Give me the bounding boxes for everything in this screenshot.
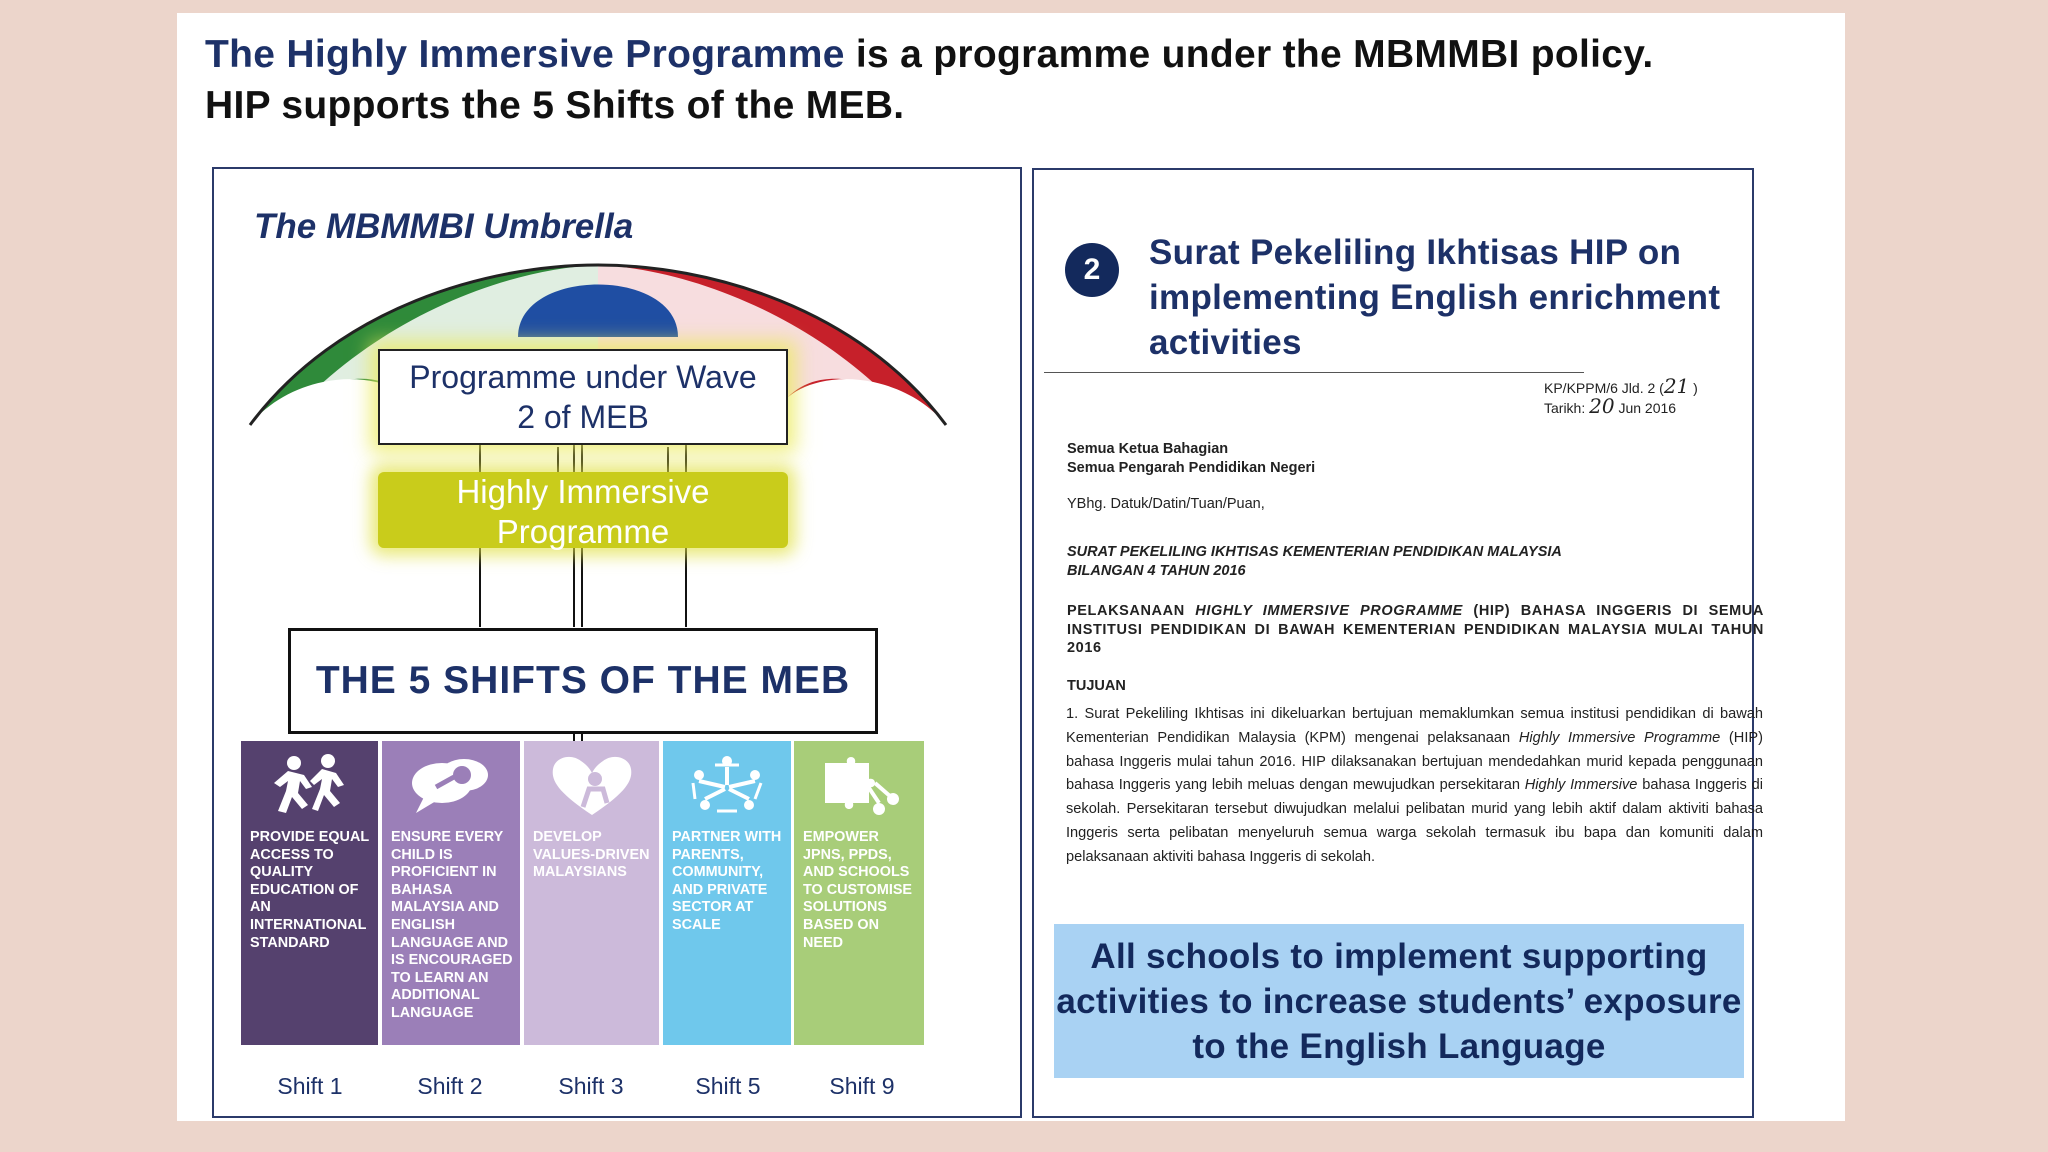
slide-heading <box>205 29 1653 131</box>
heading-rest: is a programme under the MBMMBI policy. <box>844 33 1654 76</box>
circular-title-2: BILANGAN 4 TAHUN 2016 <box>1067 563 1246 579</box>
shift-1-text: PROVIDE EQUAL ACCESS TO QUALITY EDUCATION OF AN INTERNATIONAL STANDARD <box>250 829 369 951</box>
callout-box: All schools to implement supporting activities to increase students’ exposure to the English Language <box>1054 924 1744 1078</box>
heart-person-icon <box>524 749 659 823</box>
addressee-1: Semua Ketua Bahagian <box>1067 441 1229 457</box>
shift-9-text: EMPOWER JPNS, PPDS, AND SCHOOLS TO CUSTOMISE SOLUTIONS BASED ON NEED <box>803 829 913 951</box>
subject-italic: HIGHLY IMMERSIVE PROGRAMME <box>1195 603 1463 619</box>
shift-3-text: DEVELOP VALUES-DRIVEN MALAYSIANS <box>533 829 650 881</box>
shift-5-text: PARTNER WITH PARENTS, COMMUNITY, AND PRIVATE SECTOR AT SCALE <box>672 829 782 933</box>
para-part-2: Highly Immersive Programme <box>1518 729 1721 746</box>
shift-card-5 <box>663 741 791 1045</box>
subject-post: (HIP) BAHASA INGGERIS DI SEMUA INSTITUSI PENDIDIKAN DI BAWAH KEMENTERIAN PENDIDIKAN MALAYSIA MULAI TAHUN 2016 <box>1067 603 1765 656</box>
number-badge: 2 <box>1065 243 1119 297</box>
section-heading: TUJUAN <box>1067 678 1126 694</box>
shift-2-label: Shift 2 <box>417 1073 483 1099</box>
ref-number: KP/KPPM/6 Jld. 2 ( <box>1544 380 1664 396</box>
para-part-3: (HIP) bahasa Inggeris mulai tahun 2016. HIP dilaksanakan bertujuan mendedahkan murid kepada penggunaan bahasa Inggeris yang lebih meluas dengan mewujudkan persekitaran <box>1066 729 1763 794</box>
handwritten-date: 20 <box>1589 394 1615 418</box>
puzzle-scissors-icon <box>794 749 924 823</box>
shift-card-1 <box>241 741 378 1045</box>
para-part-4: Highly Immersive <box>1524 777 1638 794</box>
hip-box <box>378 472 788 548</box>
date-label: Tarikh: <box>1544 400 1586 416</box>
running-figures-icon <box>241 749 378 823</box>
circular-title-1: SURAT PEKELILING IKHTISAS KEMENTERIAN PENDIDIKAN MALAYSIA <box>1067 544 1562 560</box>
slide <box>177 13 1845 1121</box>
circular-subject <box>1067 602 1764 658</box>
shift-card-3 <box>524 741 659 1045</box>
subject-pre: PELAKSANAAN <box>1067 603 1196 619</box>
shift-5-label: Shift 5 <box>695 1073 761 1099</box>
hip-line2: Programme <box>496 513 670 550</box>
heading-line2: HIP supports the 5 Shifts of the MEB. <box>205 84 905 127</box>
hip-line1: Highly Immersive <box>456 473 710 510</box>
para-part-1: 1. Surat Pekeliling Ikhtisas ini dikeluarkan bertujuan memaklumkan semua institusi pendidikan di bawah Kementerian Pendidikan Malaysia (KPM) mengenai pelaksanaan <box>1066 706 1763 746</box>
purpose-paragraph <box>1066 703 1763 870</box>
addressee-2: Semua Pengarah Pendidikan Negeri <box>1067 460 1316 476</box>
circular-heading: Surat Pekeliling Ikhtisas HIP on implementing English enrichment activities <box>1149 233 1721 362</box>
heading-divider <box>1044 372 1584 373</box>
wave-line2: 2 of MEB <box>517 399 649 435</box>
shift-9-label: Shift 9 <box>829 1073 895 1099</box>
shift-2-text: ENSURE EVERY CHILD IS PROFICIENT IN BAHASA MALAYSIA AND ENGLISH LANGUAGE AND IS ENCOURAGED TO LEARN AN ADDITIONAL LANGUAGE <box>391 829 513 1021</box>
para-part-5: bahasa Inggeris di sekolah. Persekitaran tersebut diwujudkan melalui pelibatan murid yang lebih aktif dalam aktiviti bahasa Inggeris serta pelibatan menyeluruh semua warga sekolah termasuk ibu bapa dan komuniti dalam pelaksanaan aktiviti bahasa Inggeris di sekolah. <box>1066 777 1764 865</box>
date-value: Jun 2016 <box>1618 400 1677 416</box>
umbrella-panel <box>212 167 1022 1118</box>
people-circle-icon <box>663 749 791 823</box>
shift-card-9 <box>794 741 924 1045</box>
ref-close: ) <box>1689 380 1698 396</box>
heading-highlight: The Highly Immersive Programme <box>205 33 845 76</box>
wave-line1: Programme under Wave <box>409 359 757 395</box>
shift-1-label: Shift 1 <box>277 1073 343 1099</box>
wave-2-box <box>378 349 788 445</box>
speech-bubbles-icon <box>382 749 520 823</box>
five-shifts-title: THE 5 SHIFTS OF THE MEB <box>288 628 878 734</box>
shift-3-label: Shift 3 <box>558 1073 624 1099</box>
circular-panel <box>1032 168 1765 1118</box>
handwritten-ref: 21 <box>1663 374 1690 398</box>
salutation: YBhg. Datuk/Datin/Tuan/Puan, <box>1067 496 1265 512</box>
reference-block <box>1544 374 1698 418</box>
shift-card-2 <box>382 741 520 1045</box>
umbrella-title: The MBMMBI Umbrella <box>254 207 634 246</box>
